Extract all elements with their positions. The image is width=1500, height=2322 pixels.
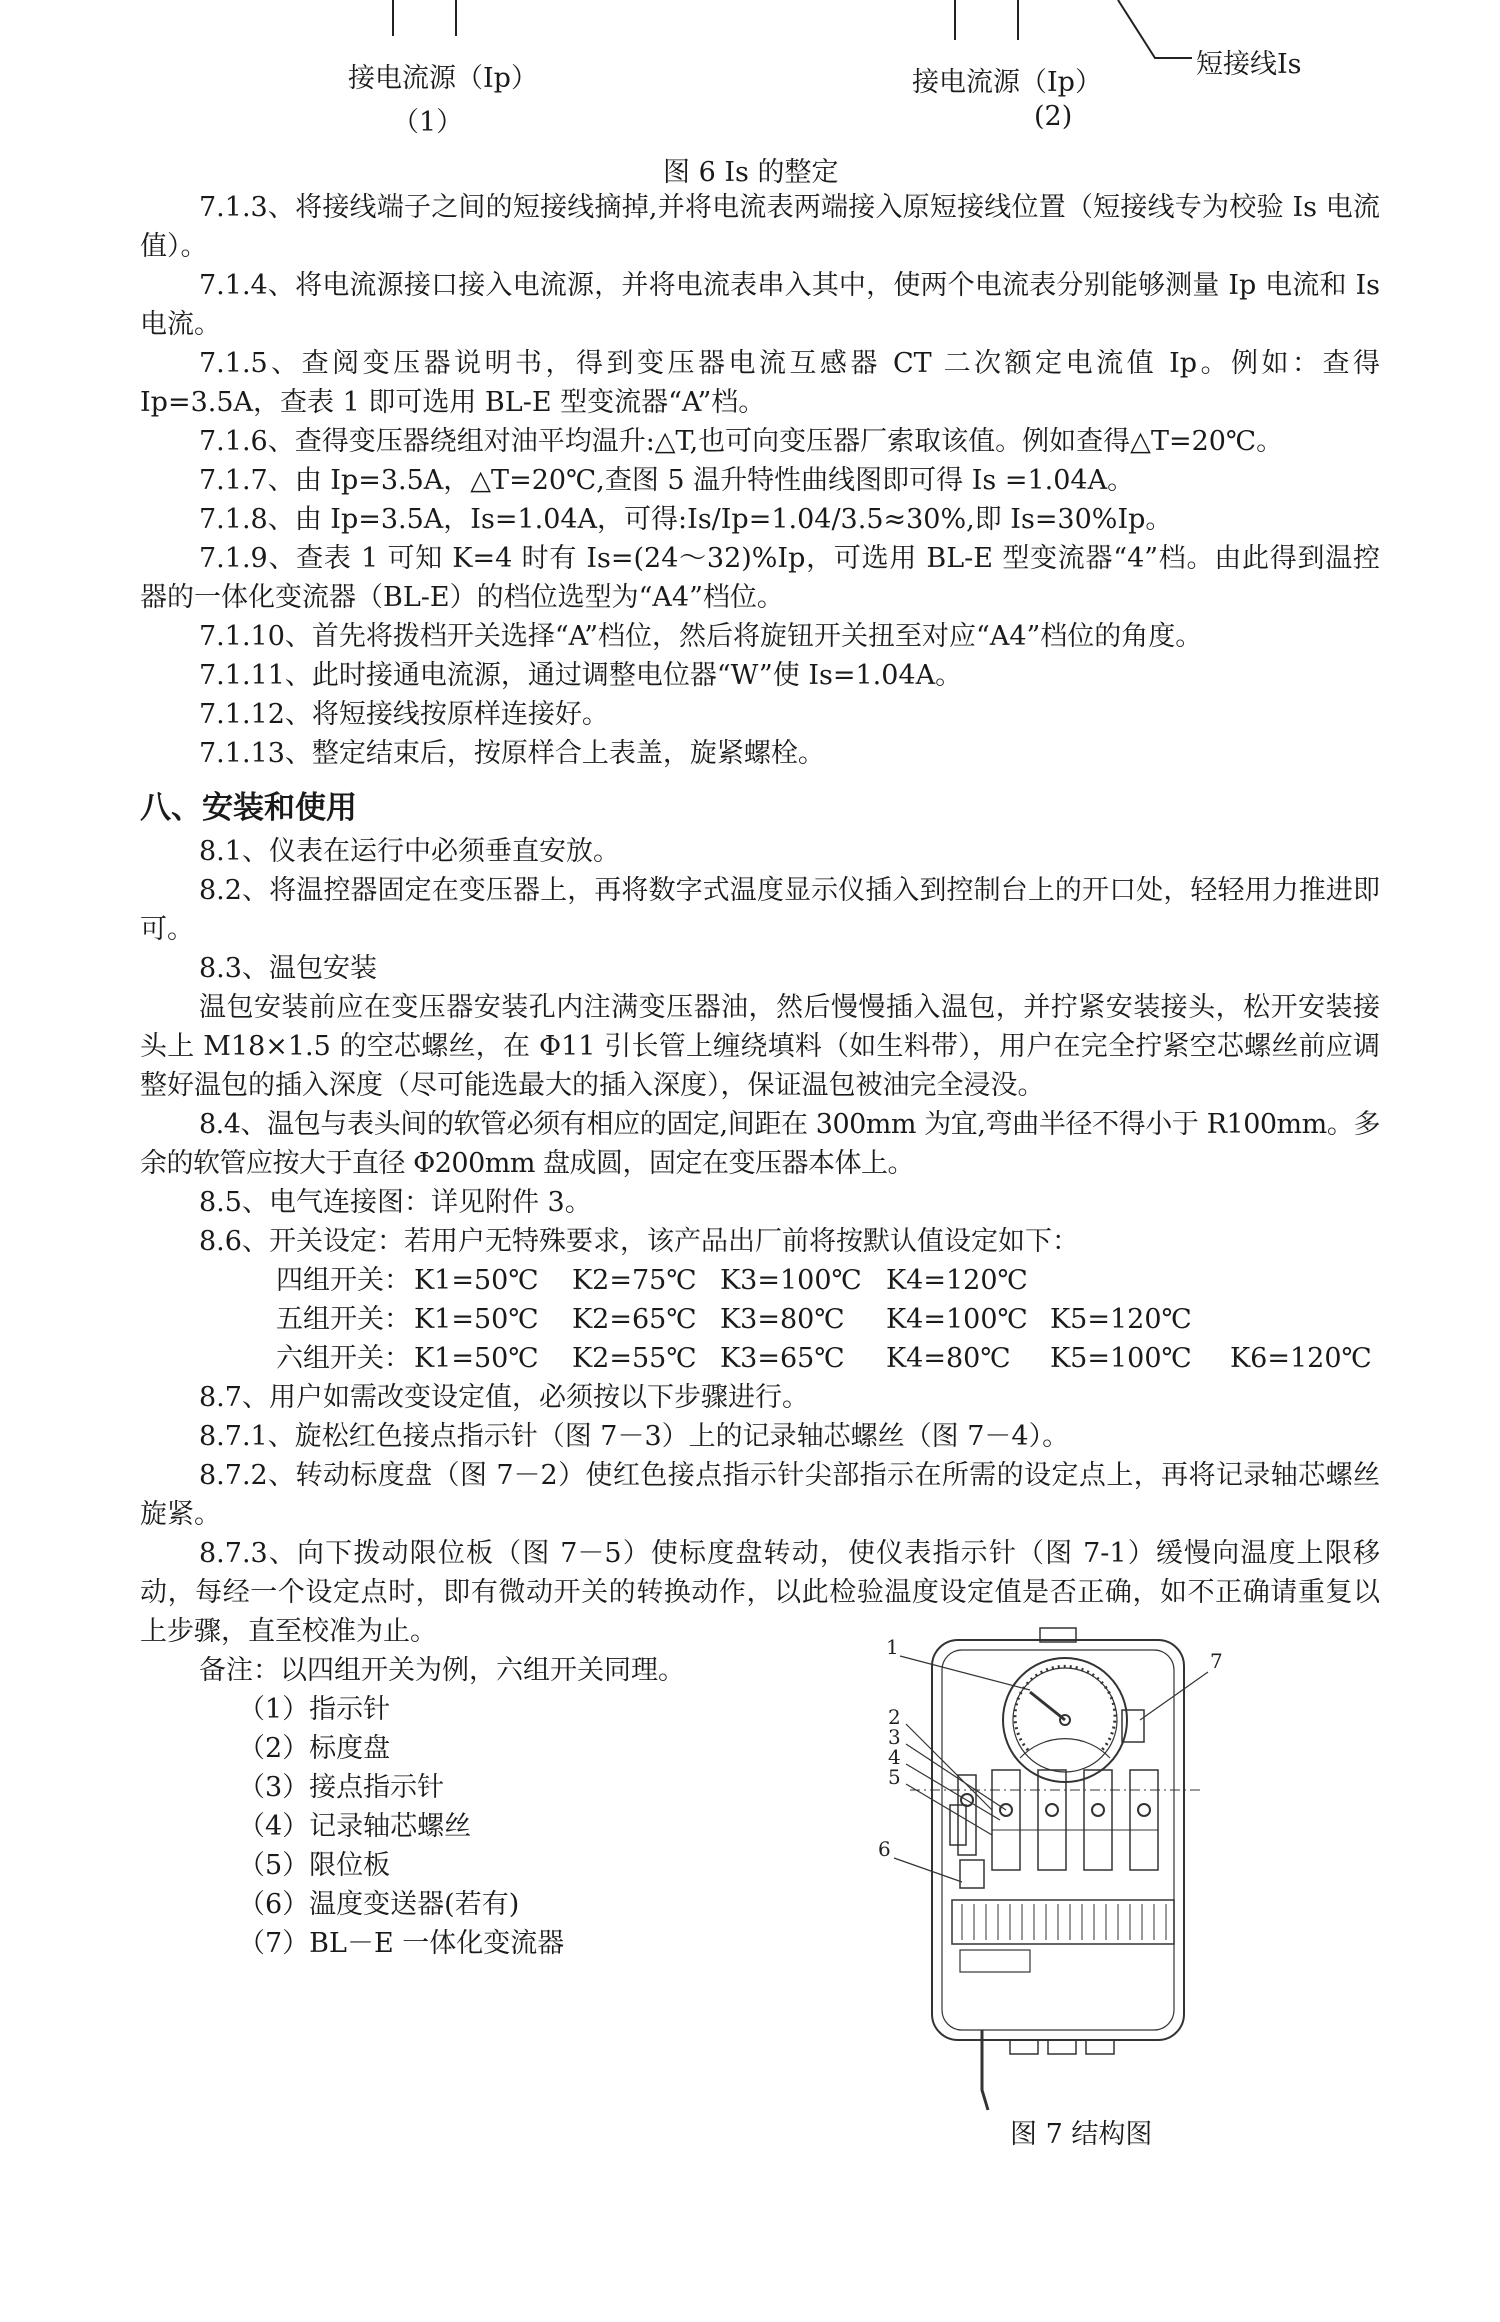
step-7-1-12: 7.1.12、将短接线按原样连接好。 — [199, 699, 609, 730]
step-7-1-5: 7.1.5、查阅变压器说明书，得到变压器电流互感器 CT 二次额定电流值 Ip。例如：查得 Ip=3.5A，查表 1 即可选用 BL-E 型变流器“A”档。 — [140, 348, 1380, 418]
legend-item: （4）记录轴芯螺丝 — [238, 1811, 472, 1842]
switch-value: K2=55℃ — [572, 1343, 697, 1374]
switch-value: K4=80℃ — [886, 1343, 1011, 1374]
switch-value: K3=65℃ — [720, 1343, 845, 1374]
fig6-left-label: 接电流源（Ip） — [348, 63, 538, 94]
step-7-1-11: 7.1.11、此时接通电流源，通过调整电位器“W”使 Is=1.04A。 — [199, 660, 963, 691]
step-7-1-6: 7.1.6、查得变压器绕组对油平均温升:△T,也可向变压器厂索取该值。例如查得△T=20℃。 — [199, 426, 1284, 457]
legend-item: （2）标度盘 — [238, 1733, 391, 1764]
step-7-1-4: 7.1.4、将电流源接口接入电流源，并将电流表串入其中，使两个电流表分别能够测量 Ip 电流和 Is 电流。 — [140, 270, 1380, 340]
legend-item: （7）BL－E 一体化变流器 — [238, 1928, 565, 1959]
switch-value: K4=120℃ — [886, 1265, 1028, 1296]
figure-7-structure-drawing — [870, 1620, 1240, 2140]
callout-2: 2 — [888, 1705, 901, 1729]
para-8-1: 8.1、仪表在运行中必须垂直安放。 — [199, 836, 620, 867]
step-7-1-3: 7.1.3、将接线端子之间的短接线摘掉,并将电流表两端接入原短接线位置（短接线专为校验 Is 电流值）。 — [140, 192, 1380, 262]
switch-value: K1=50℃ — [414, 1343, 539, 1374]
fig6-caption: 图 6 Is 的整定 — [663, 157, 839, 188]
legend-item: （5）限位板 — [238, 1850, 391, 1881]
switch-value: K3=80℃ — [720, 1304, 845, 1335]
legend-item: （3）接点指示针 — [238, 1772, 445, 1803]
callout-4: 4 — [888, 1745, 901, 1769]
callout-3: 3 — [888, 1725, 901, 1749]
step-7-1-9: 7.1.9、查表 1 可知 K=4 时有 Is=(24～32)%Ip，可选用 BL-E 型变流器“4”档。由此得到温控器的一体化变流器（BL-E）的档位选型为“A4”档位。 — [140, 543, 1380, 613]
switch-value: K6=120℃ — [1230, 1343, 1372, 1374]
para-8-7: 8.7、用户如需改变设定值，必须按以下步骤进行。 — [199, 1382, 809, 1413]
switch-value: K4=100℃ — [886, 1304, 1028, 1335]
para-8-6: 8.6、开关设定：若用户无特殊要求，该产品出厂前将按默认值设定如下： — [199, 1226, 1079, 1257]
note-text: 备注：以四组开关为例，六组开关同理。 — [199, 1655, 685, 1686]
switch-value: K1=50℃ — [414, 1304, 539, 1335]
callout-7: 7 — [1210, 1649, 1223, 1673]
switch-value: K5=100℃ — [1050, 1343, 1192, 1374]
callout-5: 5 — [888, 1765, 901, 1789]
switch-row-label: 六组开关： — [276, 1343, 411, 1374]
para-8-3: 8.3、温包安装 — [199, 953, 377, 984]
switch-value: K1=50℃ — [414, 1265, 539, 1296]
para-8-7-3: 8.7.3、向下拨动限位板（图 7－5）使标度盘转动，使仪表指示针（图 7-1）缓慢向温度上限移动，每经一个设定点时，即有微动开关的转换动作，以此检验温度设定值是否正确，如不正确请重复以上步骤，直至校准为止。 — [140, 1538, 1380, 1647]
switch-value: K2=75℃ — [572, 1265, 697, 1296]
step-7-1-13: 7.1.13、整定结束后，按原样合上表盖，旋紧螺栓。 — [199, 738, 825, 769]
legend-item: （1）指示针 — [238, 1694, 391, 1725]
para-8-4: 8.4、温包与表头间的软管必须有相应的固定,间距在 300mm 为宜,弯曲半径不得小于 R100mm。多余的软管应按大于直径 Φ200mm 盘成圆，固定在变压器本体上。 — [140, 1109, 1380, 1179]
callout-6: 6 — [878, 1837, 891, 1861]
switch-value: K5=120℃ — [1050, 1304, 1192, 1335]
fig6-right-label: 接电流源（Ip） — [912, 67, 1102, 98]
para-8-7-1: 8.7.1、旋松红色接点指示针（图 7－3）上的记录轴芯螺丝（图 7－4）。 — [199, 1421, 1070, 1452]
step-7-1-10: 7.1.10、首先将拨档开关选择“A”档位，然后将旋钮开关扭至对应“A4”档位的角度。 — [199, 621, 1203, 652]
step-7-1-8: 7.1.8、由 Ip=3.5A，Is=1.04A，可得:Is/Ip=1.04/3.5≈30%,即 Is=30%Ip。 — [199, 504, 1173, 535]
para-8-7-2: 8.7.2、转动标度盘（图 7－2）使红色接点指示针尖部指示在所需的设定点上，再将记录轴芯螺丝旋紧。 — [140, 1460, 1380, 1530]
para-8-3-body: 温包安装前应在变压器安装孔内注满变压器油，然后慢慢插入温包，并拧紧安装接头，松开安装接头上 M18×1.5 的空芯螺丝，在 Φ11 引长管上缠绕填料（如生料带），用户在完全拧紧空芯螺丝前应调整好温包的插入深度（尽可能选最大的插入深度），保证温包被油完全浸没。 — [140, 992, 1380, 1101]
fig6-left-number: （1） — [392, 107, 464, 138]
switch-value: K3=100℃ — [720, 1265, 862, 1296]
fig6-right-number: (2) — [1034, 101, 1073, 132]
switch-row-label: 五组开关： — [276, 1304, 411, 1335]
legend-item: （6）温度变送器(若有) — [238, 1889, 520, 1920]
step-7-1-7: 7.1.7、由 Ip=3.5A，△T=20℃,查图 5 温升特性曲线图即可得 Is =1.04A。 — [199, 465, 1135, 496]
section-8-heading: 八、安装和使用 — [140, 790, 357, 826]
callout-1: 1 — [886, 1635, 899, 1659]
switch-value: K2=65℃ — [572, 1304, 697, 1335]
para-8-5: 8.5、电气连接图：详见附件 3。 — [199, 1187, 592, 1218]
switch-row-label: 四组开关： — [276, 1265, 411, 1296]
fig7-caption: 图 7 结构图 — [1010, 2119, 1153, 2150]
para-8-2: 8.2、将温控器固定在变压器上，再将数字式温度显示仪插入到控制台上的开口处，轻轻用力推进即可。 — [140, 875, 1380, 945]
fig6-short-wire-label: 短接线Is — [1196, 49, 1302, 80]
